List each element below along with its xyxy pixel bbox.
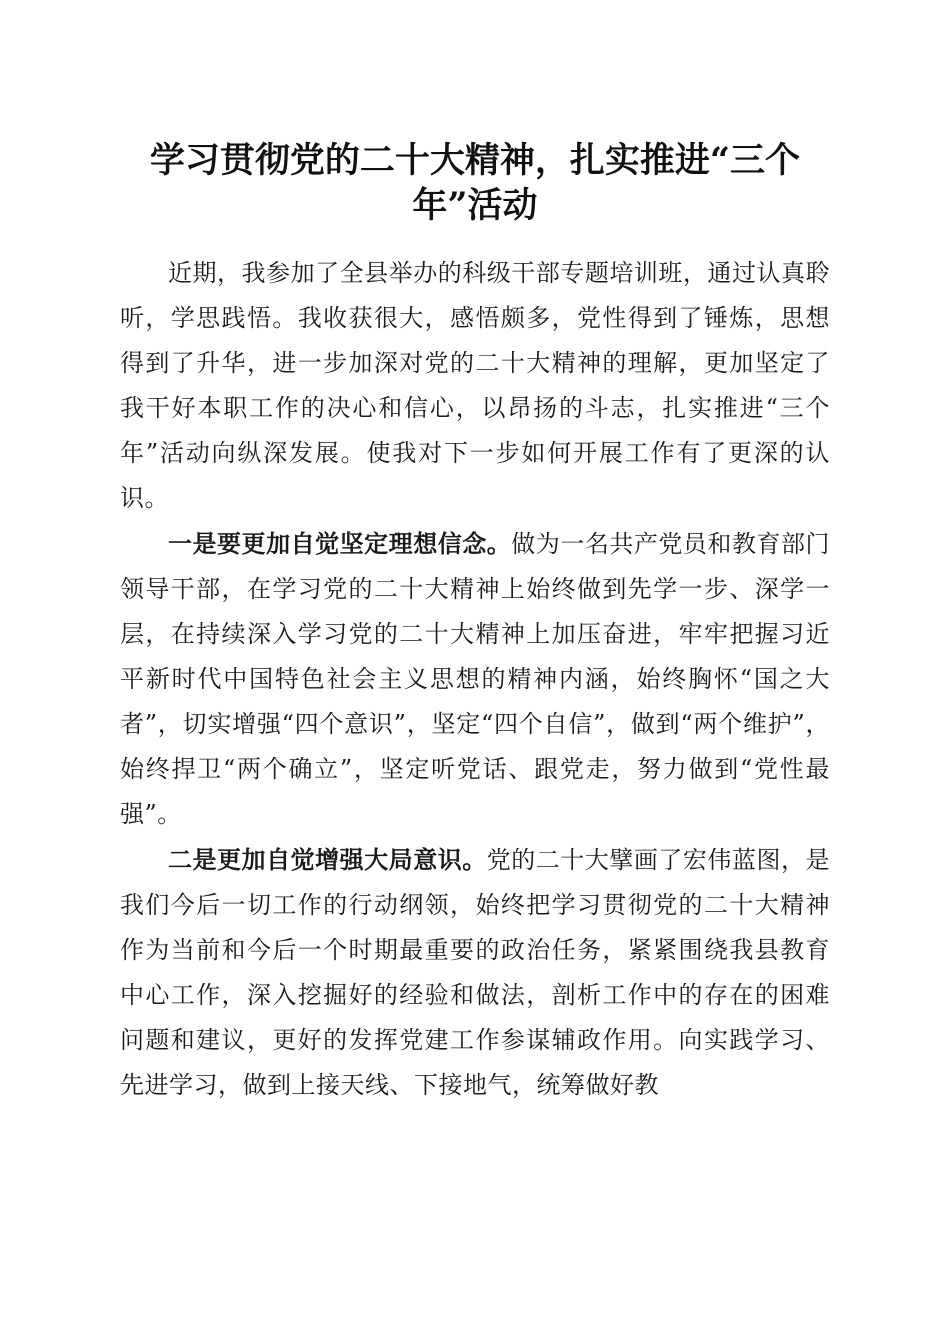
paragraph-text: 党的二十大擘画了宏伟蓝图，是我们今后一切工作的行动纲领，始终把学习贯彻党的二十大精神作为当前和今后一个时期最重要的政治任务，紧紧围绕我县教育中心工作，深入挖掘好的经验和做法，剖析工作中的存在的困难问题和建议，更好的发挥党建工作参谋辅政作用。向实践学习、先进学习，做到上接天线、下接地气，统筹做好教 xyxy=(120,846,830,1099)
paragraph-point-two xyxy=(120,837,830,1108)
paragraph-lead: 二是更加自觉增强大局意识。 xyxy=(168,845,487,874)
document-title: 学习贯彻党的二十大精神，扎实推进“三个年”活动 xyxy=(149,140,801,226)
paragraph-lead: 一是要更加自觉坚定理想信念。 xyxy=(168,529,512,558)
paragraph-intro xyxy=(120,250,830,521)
paragraph-text: 近期，我参加了全县举办的科级干部专题培训班，通过认真聆听，学思践悟。我收获很大，感悟颇多，党性得到了锤炼，思想得到了升华，进一步加深对党的二十大精神的理解，更加坚定了我干好本职工作的决心和信心，以昂扬的斗志，扎实推进“三个年”活动向纵深发展。使我对下一步如何开展工作有了更深的认识。 xyxy=(120,259,830,512)
document-body xyxy=(120,250,830,1108)
paragraph-text: 做为一名共产党员和教育部门领导干部，在学习党的二十大精神上始终做到先学一步、深学一层，在持续深入学习党的二十大精神上加压奋进，牢牢把握习近平新时代中国特色社会主义思想的精神内涵，始终胸怀“国之大者”，切实增强“四个意识”，坚定“四个自信”，做到“两个维护”，始终捍卫“两个确立”，坚定听党话、跟党走，努力做到“党性最强”。 xyxy=(120,530,831,828)
paragraph-point-one xyxy=(120,521,830,837)
